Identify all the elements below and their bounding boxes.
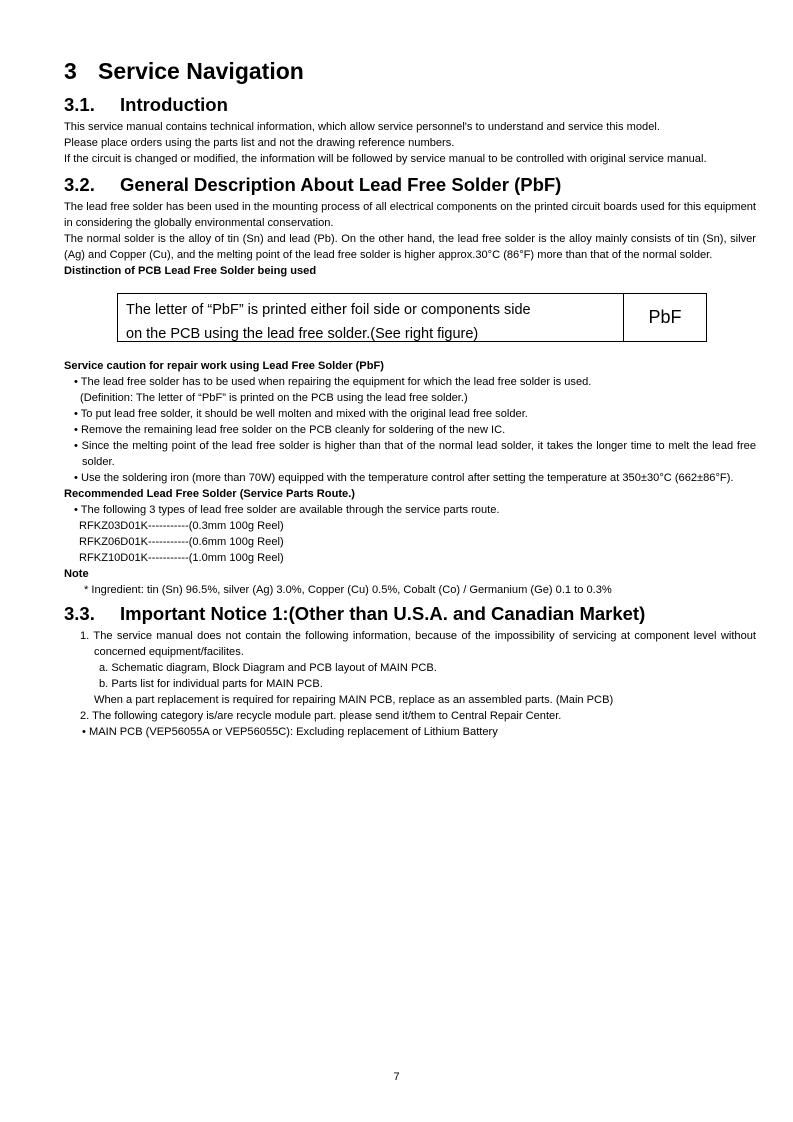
pbf-info-text [118,294,624,341]
page-number: 7 [393,1071,400,1083]
lead-free-paragraph-1: The lead free solder has been used in the mounting process of all electrical components on the printed circuit boards used for this equipment in considering the globally environmental conservation. [64,201,756,229]
pbf-info-box [117,293,707,342]
section-heading-3-3 [64,602,756,626]
notice-item-1-note: When a part replacement is required for repairing MAIN PCB, replace as an assembled parts. (Main PCB) [94,694,614,706]
part-number-line: RFKZ06D01K-----------(0.6mm 100g Reel) [79,536,284,548]
note-heading: Note [64,568,89,580]
pbf-info-line-1: The letter of “PbF” is printed either foil side or components side [126,302,531,318]
notice-item-2: 2. The following category is/are recycle module part. please send it/them to Central Repair Center. [80,710,562,722]
notice-item-1a: a. Schematic diagram, Block Diagram and PCB layout of MAIN PCB. [99,662,437,674]
section-heading-3-2 [64,173,756,197]
note-text: * Ingredient: tin (Sn) 96.5%, silver (Ag) 3.0%, Copper (Cu) 0.5%, Cobalt (Co) / Germanium (Ge) 0.1 to 0.3% [84,584,612,596]
section-number: 3.3. [64,603,95,624]
caution-bullet: • Since the melting point of the lead free solder is higher than that of the normal lead solder, it takes the longer time to melt the lead free solder. [74,440,756,468]
notice-item-1b: b. Parts list for individual parts for MAIN PCB. [99,678,323,690]
section-heading-3-1 [64,93,756,117]
section-title: Important Notice 1:(Other than U.S.A. and Canadian Market) [120,603,646,624]
part-number-line: RFKZ10D01K-----------(1.0mm 100g Reel) [79,552,284,564]
section-number: 3.2. [64,174,95,195]
intro-line-3: If the circuit is changed or modified, the information will be followed by service manual to be controlled with original service manual. [64,153,707,165]
section-title: General Description About Lead Free Solder (PbF) [120,174,562,195]
pbf-info-line-2: on the PCB using the lead free solder.(See right figure) [126,326,479,342]
chapter-heading [64,56,756,86]
notice-item-2-bullet: • MAIN PCB (VEP56055A or VEP56055C): Excluding replacement of Lithium Battery [82,726,498,738]
caution-bullet: • To put lead free solder, it should be well molten and mixed with the original lead free solder. [74,408,528,420]
chapter-number: 3 [64,58,77,84]
pbf-mark: PbF [648,307,682,327]
recommended-heading: Recommended Lead Free Solder (Service Parts Route.) [64,488,355,500]
caution-bullet: • Use the soldering iron (more than 70W) equipped with the temperature control after setting the temperature at 350±30°C (662±86°F). [74,472,734,484]
caution-bullet: • Remove the remaining lead free solder on the PCB cleanly for soldering of the new IC. [74,424,506,436]
caution-bullet: • The lead free solder has to be used when repairing the equipment for which the lead free solder is used. [74,376,592,388]
part-number-line: RFKZ03D01K-----------(0.3mm 100g Reel) [79,520,284,532]
section-title: Introduction [120,94,228,115]
distinction-heading: Distinction of PCB Lead Free Solder being used [64,265,317,277]
caution-definition: (Definition: The letter of “PbF” is printed on the PCB using the lead free solder.) [80,392,468,404]
caution-heading: Service caution for repair work using Lead Free Solder (PbF) [64,360,384,372]
intro-line-1: This service manual contains technical information, which allow service personnel's to understand and service this model. [64,121,660,133]
manual-page [64,56,756,740]
lead-free-paragraph-2: The normal solder is the alloy of tin (Sn) and lead (Pb). On the other hand, the lead free solder is the alloy mainly consists of tin (Sn), silver (Ag) and Copper (Cu), and the melting point of the lead free solder is higher approx.30°C (86°F) more than that of the normal solder. [64,233,756,261]
section-number: 3.1. [64,94,95,115]
recommended-bullet: • The following 3 types of lead free solder are available through the service parts route. [74,504,500,516]
notice-item-1: 1. The service manual does not contain the following information, because of the impossibility of servicing at component level without concerned equipment/facilites. [80,630,756,658]
chapter-title: Service Navigation [98,58,304,84]
intro-line-2: Please place orders using the parts list and not the drawing reference numbers. [64,137,455,149]
